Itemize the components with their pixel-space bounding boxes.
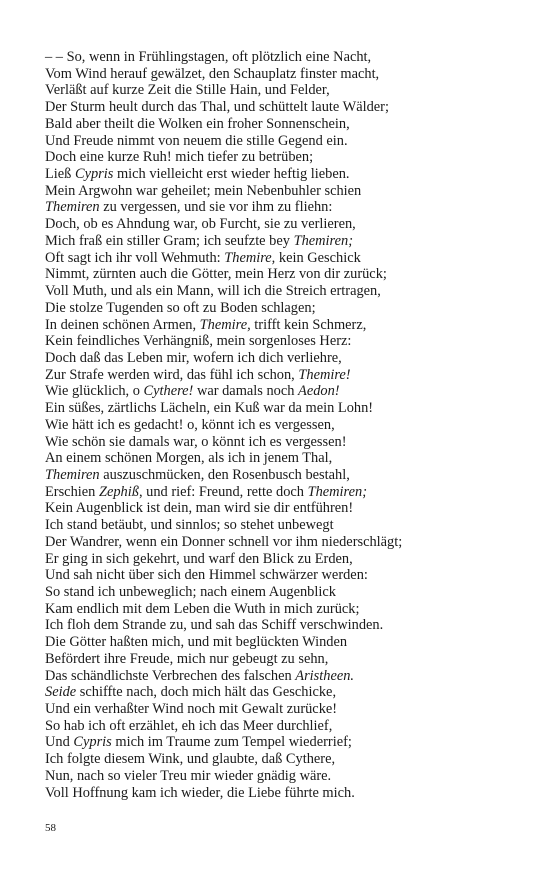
page-number: 58 [45,822,56,834]
poem-line [45,701,545,718]
line-text: Kein Augenblick ist dein, man wird sie dir entführen! [45,500,354,517]
poem-line [45,250,545,267]
line-text: Vom Wind herauf gewälzet, den Schauplatz finster macht, [45,65,380,82]
poem-line [45,584,545,601]
poem-line [45,149,545,166]
line-text: Doch daß das Leben mir, wofern ich dich verliehre, [45,349,342,366]
poem-line [45,133,545,150]
line-text: Wie hätt ich es gedacht! o, könnt ich es vergessen, [45,416,335,433]
poem-line [45,116,545,133]
line-text: Nimmt, zürnten auch die Götter, mein Herz von dir zurück; [45,266,387,283]
poem-line [45,567,545,584]
poem-line [45,333,545,350]
line-text: Doch, ob es Ahndung war, ob Furcht, sie zu verlieren, [45,216,356,233]
line-text: mich vielleicht erst wieder heftig lieben. [113,166,350,183]
line-text: auszuschmücken, den Rosenbusch bestahl, [99,466,350,483]
line-text: Ließ [45,166,75,183]
line-text: So stand ich unbeweglich; nach einem Augenblick [45,584,336,600]
poem-line [45,785,545,802]
italic-name: Cypris [74,166,114,183]
poem-line [45,601,545,618]
line-text: zu vergessen, und sie vor ihm zu fliehn: [99,199,333,216]
poem-line [45,768,545,785]
italic-name: Aristheen. [295,667,355,684]
poem-line [45,400,545,417]
poem-line [45,684,545,701]
poem-line [45,350,545,367]
line-text: Kam endlich mit dem Leben die Wuth in mich zurück; [45,600,360,617]
line-text: Ich stand betäubt, und sinnlos; so stehet unbewegt [45,517,334,534]
line-text: Mein Argwohn war geheilet; mein Nebenbuhler schien [45,182,362,199]
poem-line [45,283,545,300]
poem-line [45,617,545,634]
poem-line [45,500,545,517]
poem-line [45,82,545,99]
line-text: Der Sturm heult durch das Thal, und schüttelt laute Wälder; [45,99,389,116]
poem-line [45,634,545,651]
poem-line [45,300,545,317]
line-text: Oft sagt ich ihr voll Wehmuth: [45,249,225,266]
poem-line [45,49,545,66]
italic-name: Themire, [199,316,251,333]
line-text: Die Götter haßten mich, und mit beglückten Winden [45,634,348,651]
line-text: Der Wandrer, wenn ein Donner schnell vor ihm niederschlägt; [45,533,403,550]
poem-line [45,66,545,83]
italic-name: Cypris [73,734,112,751]
line-text: Bald aber theilt die Wolken ein froher Sonnenschein, [45,115,350,132]
italic-name: Themiren [45,466,100,483]
line-text: Und [45,734,74,751]
poem-line [45,383,545,400]
poem-line [45,551,545,568]
line-text: Die stolze Tugenden so oft zu Boden schlagen; [45,299,316,316]
line-text: Erschien [45,483,99,500]
poem-line [45,751,545,768]
line-text: Ich floh dem Strande zu, und sah das Schiff verschwinden. [45,617,384,634]
line-text: Und ein verhaßter Wind noch mit Gewalt zurücke! [45,701,338,718]
poem-line [45,668,545,685]
poem-line [45,367,545,384]
line-text: trifft kein Schmerz, [250,316,367,333]
line-text: , und rief: Freund, rette doch [138,483,308,500]
line-text: Wie glücklich, o [45,383,144,400]
line-text: Befördert ihre Freude, mich nur gebeugt zu sehn, [45,650,329,667]
line-text: – – So, wenn in Frühlingstagen, oft plötzlich eine Nacht, [45,49,372,65]
line-text: Nun, nach so vieler Treu mir wieder gnädig wäre. [45,767,332,784]
poem-line [45,434,545,451]
line-text: Ich folgte diesem Wink, und glaubte, daß Cythere, [45,751,336,768]
poem-line [45,199,545,216]
line-text: Mich fraß ein stiller Gram; ich seufzte bey [45,232,294,249]
poem-line [45,317,545,334]
line-text: Wie schön sie damals war, o könnt ich es vergessen! [45,433,347,450]
italic-name: Themiren [45,199,100,216]
italic-name: Zephiß [98,483,139,500]
italic-name: Themire, [224,249,276,266]
line-text: kein Geschick [275,249,361,266]
line-text: Voll Hoffnung kam ich wieder, die Liebe führte mich. [45,784,355,801]
poem-line [45,450,545,467]
poem-line [45,417,545,434]
poem-line [45,233,545,250]
italic-name: Themiren; [307,483,367,500]
poem-line [45,651,545,668]
line-text: Und sah nicht über sich den Himmel schwärzer werden: [45,567,368,584]
line-text: Und Freude nimmt von neuem die stille Gegend ein. [45,132,348,149]
line-text: schiffte nach, doch mich hält das Geschicke, [76,684,337,701]
poem-line [45,166,545,183]
line-text: Zur Strafe werden wird, das fühl ich schon, [45,366,299,383]
italic-name: Seide [45,684,77,701]
poem-line [45,216,545,233]
line-text: In deinen schönen Armen, [45,316,200,333]
line-text: Doch eine kurze Ruh! mich tiefer zu betrüben; [45,149,314,166]
italic-name: Themiren; [293,232,353,249]
poem-line [45,534,545,551]
line-text: war damals noch [193,383,299,400]
line-text: mich im Traume zum Tempel wiederrief; [111,734,352,751]
line-text: Voll Muth, und als ein Mann, will ich die Streich ertragen, [45,283,381,300]
italic-name: Cythere! [143,383,194,400]
italic-name: Themire! [298,366,351,383]
poem-line [45,467,545,484]
poem-line [45,517,545,534]
line-text: Das schändlichste Verbrechen des falschen [45,667,296,684]
line-text: Ein süßes, zärtlichs Lächeln, ein Kuß war da mein Lohn! [45,400,374,417]
line-text: An einem schönen Morgen, als ich in jenem Thal, [45,450,333,467]
poem-line [45,484,545,501]
poem-text [45,49,545,801]
poem-line [45,718,545,735]
line-text: So hab ich oft erzählet, eh ich das Meer durchlief, [45,717,333,734]
line-text: Kein feindliches Verhängniß, mein sorgenloses Herz: [45,333,352,350]
poem-line [45,183,545,200]
poem-line [45,266,545,283]
line-text: Verläßt auf kurze Zeit die Stille Hain, und Felder, [45,82,330,99]
line-text: Er ging in sich gekehrt, und warf den Blick zu Erden, [45,550,353,567]
italic-name: Aedon! [298,383,340,400]
poem-line [45,734,545,751]
poem-line [45,99,545,116]
